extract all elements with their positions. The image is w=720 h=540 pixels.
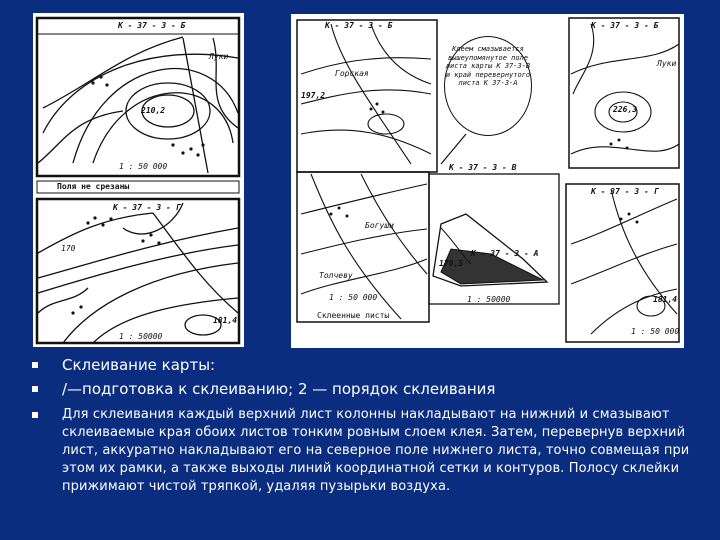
- bullet-text-body: Для склеивания каждый верхний лист колонны накладывают на нижний и смазывают склеиваемые края обоих листов тонким ровным слоем клея. Затем, перевернув верхний лист, аккуратно накладывают его на северное поле нижнего листа, точно совмещая при этом их рамки, а также выходы линий координатной сетки и контуров. Полосу склейки прижимают чистой тряпкой, удаляя пузырьки воздуха.: [62, 407, 690, 494]
- right-glued-label: Склеенные листы: [317, 311, 390, 320]
- right-top-right-nomenclature: К - 37 - 3 - Б: [591, 21, 659, 30]
- bullet-item: [30, 406, 700, 496]
- right-mid-left-place-a: Богуши: [365, 221, 394, 230]
- right-top-right-height: 226,3: [613, 105, 638, 114]
- bullet-list: [30, 356, 700, 496]
- bullet-square-icon: [32, 412, 38, 418]
- figure-right-sheets: [291, 14, 684, 348]
- figure-left-sheets: [33, 13, 244, 347]
- right-center-nomenclature: К - 37 - 3 - А: [471, 249, 539, 258]
- left-bottom-height-b: 181,4: [213, 316, 238, 325]
- bullet-text-caption: /—подготовка к склеиванию; 2 — порядок склеивания: [62, 380, 496, 398]
- left-top-scale: 1 : 50 000: [119, 162, 168, 171]
- right-top-left-place: Горская: [335, 69, 369, 78]
- left-sheets-drawing: [33, 13, 244, 347]
- bullet-square-icon: [32, 386, 38, 392]
- left-bottom-height-a: 170: [61, 244, 76, 253]
- left-top-place: Луки: [209, 52, 229, 61]
- right-mid-left-place-b: Толчеву: [319, 271, 353, 280]
- bullet-text-heading: Склеивание карты:: [62, 356, 216, 374]
- right-mid-left-scale: 1 : 50 000: [329, 293, 378, 302]
- right-top-left-height: 197,2: [301, 91, 326, 100]
- right-top-left-nomenclature: К - 37 - 3 - Б: [325, 21, 393, 30]
- right-center-height: 170,5: [439, 259, 464, 268]
- right-mid-right-nomenclature: К - 37 - 3 - Г: [591, 187, 659, 196]
- bullet-square-icon: [32, 362, 38, 368]
- left-top-height: 210,2: [141, 106, 166, 115]
- left-cut-label: Поля не срезаны: [57, 182, 130, 191]
- left-bottom-nomenclature: К - 37 - З - Г: [113, 203, 181, 212]
- bullet-item: [30, 380, 700, 398]
- left-top-nomenclature: К - 37 - 3 - Б: [118, 21, 186, 30]
- right-mid-right-scale: 1 : 50 000: [631, 327, 680, 336]
- right-top-right-place: Луки: [657, 59, 677, 68]
- glue-callout-bubble: Клеем смазывается вышеупомянутое поле листа карты К 37-3-В и край перевернутого листа К 37-3-А: [444, 36, 532, 136]
- right-center-scale: 1 : 50000: [467, 295, 511, 304]
- bullet-item: [30, 356, 700, 374]
- right-mid-left-nomenclature: К - 37 - 3 - В: [449, 163, 517, 172]
- right-mid-right-height: 181,4: [653, 295, 678, 304]
- left-bottom-scale: 1 : 50000: [119, 332, 163, 341]
